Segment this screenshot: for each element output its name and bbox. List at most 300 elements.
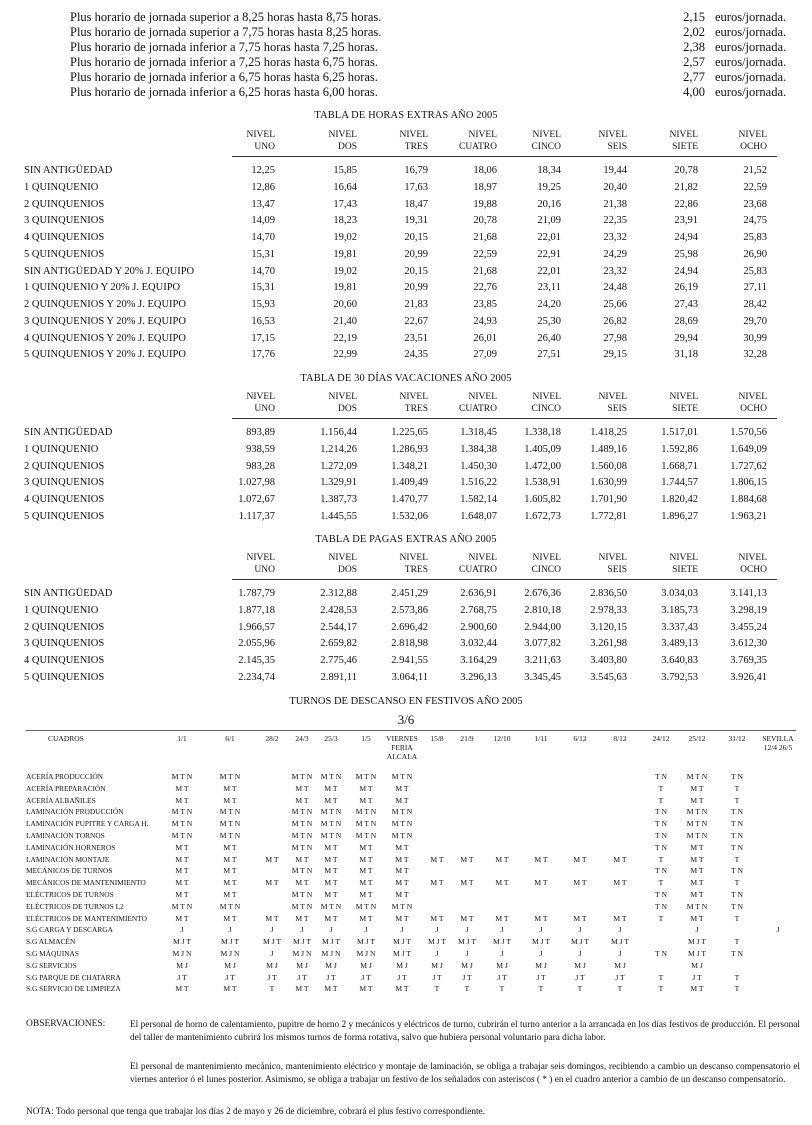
turnos-cell: M J N [292, 949, 312, 958]
table-row [24, 263, 794, 280]
turnos-cell: M J [461, 960, 473, 970]
turnos-cell: M T [395, 795, 409, 805]
row-label: 5 QUINQUENIOS [24, 248, 105, 260]
level-header-top: NIVEL [328, 392, 357, 402]
table-cell: 1.286,93 [391, 443, 428, 455]
table-cell: 22,76 [473, 282, 497, 294]
turnos-cell: M J T [427, 937, 446, 947]
table-cell: 1.318,45 [460, 427, 497, 438]
table-cell: 22,01 [537, 232, 561, 243]
turnos-cell: M T [573, 878, 587, 888]
plus-description: Plus horario de jornada inferior a 6,75 horas hasta 6,25 horas. [70, 70, 378, 84]
table-cell: 1.648,07 [460, 510, 497, 522]
turnos-cell: M T [395, 783, 409, 793]
table-cell: 2.544,17 [320, 621, 357, 633]
turnos-row [26, 771, 796, 783]
turnos-cell: M T N [219, 831, 241, 840]
level-header-top: NIVEL [532, 553, 561, 563]
table-cell: 2.944,00 [524, 621, 561, 633]
turnos-cell: M J N [356, 949, 376, 958]
plus-description: Plus horario de jornada inferior a 6,25 horas hasta 6,00 horas. [70, 85, 378, 99]
row-label: 1 QUINQUENIO Y 20% J. EQUIPO [24, 282, 181, 294]
table-cell: 20,78 [473, 215, 497, 227]
turnos-cell: T [734, 878, 740, 888]
turnos-cell: M J [535, 960, 547, 970]
turnos-cell: T N [655, 831, 667, 840]
turnos-row-label: S.G MÁQUINAS [26, 949, 79, 958]
nota-text: NOTA: Todo personal que tenga que trabajar los días 2 de mayo y 26 de diciembre, cobrará el plus festivo correspondiente. [26, 1107, 486, 1117]
turnos-title: TURNOS DE DESCANSO EN FESTIVOS AÑO 2005 [289, 696, 523, 707]
plus-unit: euros/jornada. [715, 85, 787, 99]
table-cell: 1.225,65 [391, 427, 428, 438]
turnos-cell: M T [175, 878, 189, 888]
table-cell: 19,81 [333, 282, 357, 294]
table-cell: 18,47 [404, 198, 428, 210]
level-header-top: NIVEL [532, 130, 561, 140]
turnos-cell: M J T [220, 937, 239, 947]
table-cell: 19,44 [603, 165, 627, 176]
turnos-cell: J [364, 925, 368, 935]
turnos-cell: J T [536, 972, 546, 982]
turnos-cell: M T [324, 984, 338, 994]
plus-unit: euros/jornada. [715, 55, 787, 69]
turnos-row [26, 972, 796, 984]
turnos-cell: M J N [172, 949, 192, 958]
turnos-cell: M T N [291, 772, 313, 781]
turnos-cell: M J T [356, 937, 375, 947]
turnos-cell: M T [613, 854, 627, 864]
level-header-top: NIVEL [738, 392, 767, 402]
turnos-row-label: S.G SERVICIO DE LIMPIEZA [26, 984, 121, 994]
plus-row [70, 40, 787, 55]
table-cell: 3.164,29 [460, 655, 497, 666]
turnos-cell: M T [223, 866, 237, 876]
turnos-cell: M T [495, 878, 509, 888]
turnos-cell: M T N [219, 807, 241, 817]
turnos-cell: M T [690, 913, 704, 923]
level-header-top: NIVEL [399, 553, 428, 563]
turnos-cell: J [578, 949, 582, 958]
turnos-cell: M T N [391, 807, 413, 817]
turnos-cell: M T N [291, 807, 313, 817]
level-header [358, 129, 428, 153]
level-header-bottom: DOS [337, 142, 357, 152]
turnos-cell: M T N [320, 831, 342, 840]
turnos-row-label: ACERÍA PRODUCCIÓN [26, 772, 103, 781]
turnos-cell: J T [432, 972, 442, 982]
turnos-cell: M T [359, 795, 373, 805]
turnos-cell: M T [175, 913, 189, 923]
table-cell: 18,34 [537, 165, 561, 176]
table-cell: 1.470,77 [391, 494, 428, 505]
table-cell: 27,43 [674, 299, 698, 310]
level-header [427, 552, 497, 576]
table-cell: 21,82 [674, 181, 698, 193]
turnos-column-header: 12/10 [493, 734, 511, 743]
turnos-cell: T N [655, 901, 667, 911]
level-header [427, 391, 497, 415]
turnos-cell: M T [324, 890, 338, 899]
turnos-cell: J T [267, 972, 277, 982]
turnos-cell: T N [731, 866, 743, 876]
table-cell: 22,99 [333, 349, 357, 361]
level-header [628, 552, 698, 576]
turnos-cell: M J [325, 960, 337, 970]
turnos-row [26, 983, 796, 995]
turnos-row [26, 865, 796, 877]
table-cell: 2.055,96 [238, 638, 275, 650]
turnos-cell: T [434, 984, 440, 994]
table-cell: 3.926,41 [730, 671, 767, 683]
turnos-cell: T N [731, 901, 743, 911]
turnos-cell: M T N [686, 807, 708, 817]
table-cell: 2.810,18 [524, 604, 561, 616]
turnos-cell: J T [397, 972, 407, 982]
table-cell: 1.450,30 [460, 460, 497, 472]
turnos-column-header: 1/5 [361, 734, 371, 743]
turnos-cell: M T [265, 878, 279, 888]
table-row [24, 669, 794, 686]
turnos-cell: M T [223, 783, 237, 793]
table-cell: 25,98 [674, 248, 698, 260]
turnos-cell: M T N [391, 901, 413, 911]
turnos-cell: M T N [171, 819, 193, 829]
plus-unit: euros/jornada. [715, 40, 787, 54]
turnos-row [26, 960, 796, 972]
table-cell: 24,20 [537, 299, 561, 310]
table-cell: 1.966,57 [238, 621, 275, 633]
row-label: 2 QUINQUENIOS [24, 198, 105, 210]
level-header-bottom: DOS [337, 565, 357, 575]
row-label: 3 QUINQUENIOS [24, 215, 105, 227]
turnos-row [26, 830, 796, 842]
table-cell: 1.727,62 [730, 460, 767, 472]
table-row [24, 652, 794, 669]
table-cell: 17,15 [251, 332, 275, 344]
turnos-cell: J [500, 925, 504, 935]
table-cell: 25,83 [743, 265, 767, 277]
table-cell: 19,31 [404, 215, 428, 227]
turnos-cell: M T [324, 795, 338, 805]
level-header-top: NIVEL [246, 130, 275, 140]
row-label: 4 QUINQUENIOS [24, 232, 105, 243]
level-header [557, 391, 627, 415]
table-cell: 15,31 [251, 282, 275, 294]
level-header-top: NIVEL [468, 392, 497, 402]
turnos-column-header: 25/3 [324, 734, 338, 743]
turnos-cell: M T [430, 878, 444, 888]
turnos-cell: M T [223, 842, 237, 852]
table-cell: 1.896,27 [661, 510, 698, 522]
table-cell: 25,66 [603, 299, 627, 310]
turnos-cell: J [465, 925, 469, 935]
turnos-cell: M T [265, 854, 279, 864]
turnos-cell: M T [295, 854, 309, 864]
table-cell: 1.117,37 [238, 510, 275, 522]
observaciones-label: OBSERVACIONES: [26, 1019, 106, 1029]
turnos-cell: M T [573, 913, 587, 923]
table-cell: 17,43 [333, 198, 357, 210]
table-cell: 21,38 [603, 198, 627, 210]
turnos-column-header: 24/12 [652, 734, 670, 743]
turnos-column-header: 31/12 [728, 734, 746, 743]
turnos-cell: J [270, 949, 274, 958]
level-header-bottom: OCHO [740, 142, 767, 152]
row-label: 2 QUINQUENIOS [24, 621, 105, 633]
turnos-cell: T [734, 854, 740, 864]
turnos-cell: M T N [291, 890, 313, 899]
turnos-cell: M J T [457, 937, 476, 947]
table-cell: 29,15 [603, 349, 627, 361]
table-cell: 2.573,86 [391, 604, 428, 616]
level-header-bottom: SIETE [672, 565, 698, 575]
plus-amount: 4,00 [683, 85, 705, 99]
turnos-cell: T N [655, 949, 667, 958]
turnos-row [26, 783, 796, 795]
turnos-cell: M T N [171, 831, 193, 840]
turnos-cell: M T [460, 878, 474, 888]
turnos-cell: M T N [291, 819, 313, 829]
turnos-row-label: LAMINACIÓN HORNEROS [26, 842, 116, 852]
turnos-cell: M T [324, 913, 338, 923]
turnos-cell: M T N [355, 831, 377, 840]
table-cell: 1.532,06 [391, 510, 428, 522]
turnos-cell: M J N [220, 949, 240, 958]
level-header-top: NIVEL [399, 392, 428, 402]
turnos-cell: M T [324, 842, 338, 852]
table-cell: 1.744,57 [661, 477, 698, 489]
table-cell: 1.489,16 [590, 443, 627, 455]
turnos-cell: M T [175, 842, 189, 852]
turnos-cell: T [734, 984, 740, 994]
plus-row [70, 25, 787, 40]
turnos-cell: T [658, 913, 664, 923]
level-header [697, 391, 767, 415]
level-header-bottom: TRES [404, 404, 428, 414]
turnos-cell: J [539, 925, 543, 935]
turnos-cell: T [658, 795, 664, 805]
turnos-cell: M T [395, 984, 409, 994]
turnos-cell: T [734, 913, 740, 923]
turnos-cell: T [538, 984, 544, 994]
plus-amount: 2,15 [683, 10, 705, 24]
table-cell: 1.649,09 [730, 443, 767, 455]
row-label: 4 QUINQUENIOS Y 20% J. EQUIPO [24, 332, 186, 344]
turnos-cell: T N [655, 807, 667, 817]
turnos-row-label: LAMINACIÓN PUPITRE Y CARGA H. [26, 819, 149, 829]
turnos-cell: M T N [355, 819, 377, 829]
turnos-cell: M T N [291, 831, 313, 840]
table-cell: 3.545,63 [590, 671, 627, 683]
turnos-cell: M T [395, 842, 409, 852]
row-label: SIN ANTIGÜEDAD Y 20% J. EQUIPO [24, 265, 195, 277]
turnos-cell: J [435, 925, 439, 935]
table-cell: 14,70 [251, 265, 275, 277]
turnos-cell: M T [295, 795, 309, 805]
table-cell: 20,78 [674, 165, 698, 176]
table-cell: 1.877,18 [238, 604, 275, 616]
row-label: 3 QUINQUENIOS [24, 477, 105, 489]
turnos-cell: M T [175, 783, 189, 793]
level-header-top: NIVEL [669, 553, 698, 563]
level-header-bottom: SEIS [607, 404, 627, 414]
table-cell: 1.472,00 [524, 460, 561, 472]
table-cell: 2.428,53 [320, 604, 357, 616]
table-cell: 3.345,45 [524, 671, 561, 683]
table-cell: 26,82 [603, 315, 627, 327]
level-header-bottom: SEIS [607, 565, 627, 575]
turnos-cell: J [435, 949, 439, 958]
table-row [24, 424, 794, 441]
table-cell: 23,68 [743, 198, 767, 210]
level-header-bottom: TRES [404, 565, 428, 575]
table-cell: 1.272,09 [320, 460, 357, 472]
turnos-cell: M T N [219, 901, 241, 911]
turnos-cell: M T [534, 854, 548, 864]
table-cell: 17,63 [404, 181, 428, 193]
turnos-cell: M T [534, 878, 548, 888]
plus-description: Plus horario de jornada superior a 8,25 horas hasta 8,75 horas. [70, 10, 382, 24]
turnos-cell: T [658, 783, 664, 793]
turnos-cell: M T N [320, 901, 342, 911]
plus-row [70, 70, 787, 85]
header-rule [232, 579, 777, 580]
table-cell: 2.145,35 [238, 655, 275, 666]
turnos-cell: M T [395, 854, 409, 864]
turnos-column-header: 28/2 [265, 734, 279, 743]
turnos-cell: M T [223, 854, 237, 864]
table-cell: 14,09 [251, 215, 275, 227]
table-row [24, 602, 794, 619]
turnos-column-header: 21/9 [460, 734, 474, 743]
turnos-row-label: LAMINACIÓN MONTAJE [26, 854, 110, 864]
table-cell: 1.672,73 [524, 510, 561, 522]
table-title: TABLA DE 30 DÍAS VACACIONES AÑO 2005 [300, 373, 512, 384]
turnos-cell: J [618, 949, 622, 958]
table-cell: 32,28 [743, 349, 767, 361]
table-cell: 19,81 [333, 248, 357, 260]
table-cell: 22,59 [743, 181, 767, 193]
turnos-cell: M T [265, 913, 279, 923]
turnos-cell: M T N [686, 819, 708, 829]
table-row [24, 229, 794, 246]
turnos-cell: J T [177, 972, 187, 982]
turnos-cell: M J T [492, 937, 511, 947]
table-cell: 1.516,22 [460, 477, 497, 489]
turnos-cell: T N [655, 772, 667, 781]
turnos-cell: T N [655, 842, 667, 852]
turnos-cell: M T N [686, 772, 708, 781]
table-cell: 2.775,46 [320, 655, 357, 666]
table-cell: 1.772,81 [590, 510, 627, 522]
table-row [24, 279, 794, 296]
table-cell: 27,98 [603, 332, 627, 344]
table-cell: 23,32 [603, 232, 627, 243]
turnos-row [26, 924, 796, 936]
table-cell: 22,59 [473, 248, 497, 260]
table-cell: 16,53 [251, 315, 275, 327]
turnos-row [26, 795, 796, 807]
table-cell: 3.034,03 [661, 588, 698, 599]
turnos-cell: T [734, 795, 740, 805]
table-cell: 23,11 [537, 282, 561, 294]
turnos-cell: T N [731, 890, 743, 899]
level-header [287, 552, 357, 576]
turnos-row-label: ELÉCTRICOS DE TURNOS [26, 890, 114, 899]
level-header-top: NIVEL [598, 130, 627, 140]
table-cell: 30,99 [743, 332, 767, 344]
turnos-cell: M T [395, 866, 409, 876]
level-header [358, 391, 428, 415]
table-row [24, 508, 794, 525]
turnos-cell: M T [430, 854, 444, 864]
plus-row [70, 85, 787, 100]
turnos-cell: M T [359, 866, 373, 876]
turnos-cell: T [734, 783, 740, 793]
level-header-bottom: OCHO [740, 404, 767, 414]
level-header-bottom: CUATRO [458, 142, 497, 152]
level-header [205, 552, 275, 576]
level-header-top: NIVEL [328, 553, 357, 563]
turnos-cell: M T N [391, 831, 413, 840]
turnos-cell: M J T [610, 937, 629, 947]
level-header [358, 552, 428, 576]
turnos-cell: J [300, 925, 304, 935]
table-row [24, 313, 794, 330]
level-header-bottom: TRES [404, 142, 428, 152]
turnos-cell: M J T [687, 937, 706, 947]
level-header-bottom: UNO [254, 404, 275, 414]
table-cell: 23,51 [404, 332, 428, 344]
turnos-row [26, 818, 796, 830]
row-label: 4 QUINQUENIOS [24, 494, 105, 505]
turnos-cell: M T N [171, 772, 193, 781]
table-cell: 21,68 [473, 232, 497, 243]
row-label: 2 QUINQUENIOS [24, 460, 105, 472]
turnos-cell: M J T [292, 937, 311, 947]
turnos-cell: M T [175, 890, 189, 899]
turnos-column-header: 6/1 [225, 734, 235, 743]
turnos-cell: T [617, 984, 623, 994]
row-label: SIN ANTIGÜEDAD [24, 427, 113, 438]
table-cell: 2.978,33 [590, 604, 627, 616]
table-cell: 3.403,80 [590, 655, 627, 666]
turnos-cell: M T [613, 878, 627, 888]
table-row [24, 346, 794, 363]
table-cell: 1.787,79 [238, 588, 275, 599]
turnos-cell: M T N [291, 842, 313, 852]
turnos-cell: M T [395, 878, 409, 888]
table-cell: 20,99 [404, 248, 428, 260]
table-cell: 983,28 [246, 460, 275, 472]
turnos-cell: M T [324, 783, 338, 793]
level-header-bottom: CUATRO [458, 565, 497, 575]
row-label: 4 QUINQUENIOS [24, 655, 105, 666]
table-cell: 3.455,24 [730, 621, 767, 633]
table-cell: 1.384,38 [460, 443, 497, 455]
turnos-cell: J [180, 925, 184, 935]
turnos-cell: M J [431, 960, 443, 970]
level-header [287, 391, 357, 415]
table-cell: 2.676,36 [524, 588, 561, 599]
turnos-cell: M T N [355, 807, 377, 817]
table-cell: 1.329,91 [320, 477, 357, 489]
turnos-cell: T [269, 984, 275, 994]
level-header-bottom: CINCO [531, 565, 561, 575]
turnos-row-label: LAMINACIÓN TORNOS [26, 831, 105, 840]
level-header-bottom: UNO [254, 142, 275, 152]
table-row [24, 330, 794, 347]
